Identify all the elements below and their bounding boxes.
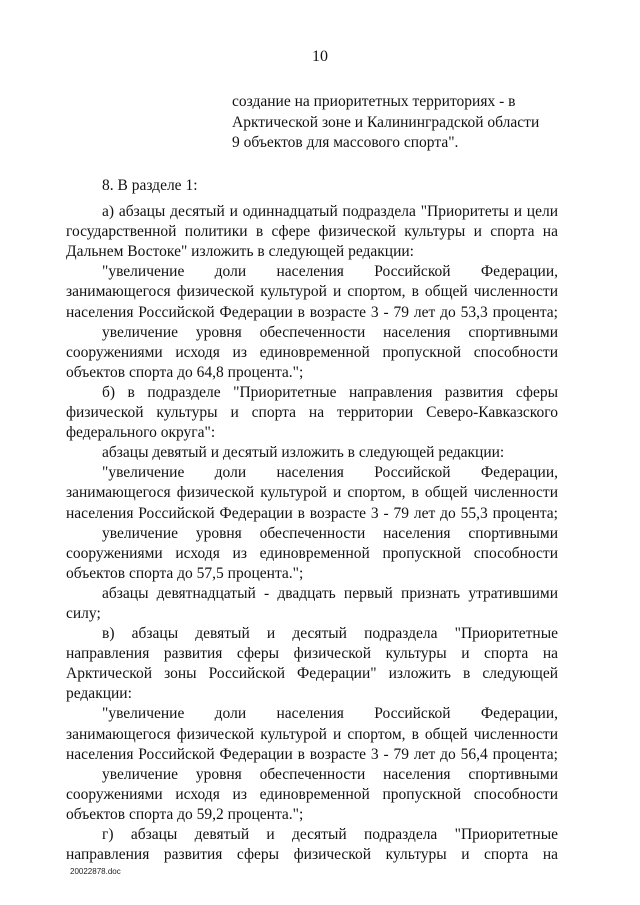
text-line: объектов спорта до 57,5 процента."; <box>66 564 304 582</box>
text-line: направления развития сферы физической культуры и спорта на <box>66 846 558 864</box>
text-line: "увеличение доли населения Российской Федерации, <box>102 263 558 281</box>
text-line: сооружениями исходя из единовременной пропускной способности <box>66 544 558 562</box>
text-line: сооружениями исходя из единовременной пропускной способности <box>66 785 558 803</box>
text-line: физической культуры и спорта на территории Северо-Кавказского <box>66 404 558 422</box>
text-line: объектов спорта до 59,2 процента."; <box>66 805 304 823</box>
text-line: г) абзацы девятый и десятый подраздела "Приоритетные <box>102 826 558 843</box>
text-line: абзацы девятнадцатый - двадцать первый признать утратившими <box>102 584 558 602</box>
text-line: в) абзацы девятый и десятый подраздела "Приоритетные <box>102 625 558 643</box>
text-line: абзацы девятый и десятый изложить в следующей редакции: <box>102 444 505 462</box>
text-line: увеличение уровня обеспеченности населения спортивными <box>102 524 558 542</box>
page-number: 10 <box>312 48 328 65</box>
text-line: занимающегося физической культурой и спортом, в общей численности <box>66 725 558 743</box>
text-line: государственной политики в сфере физической культуры и спорта на <box>66 223 558 241</box>
text-line: Арктической зоны Российской Федерации" изложить в следующей <box>66 665 558 683</box>
text-line: "увеличение доли населения Российской Федерации, <box>102 705 558 723</box>
text-line: силу; <box>66 604 101 622</box>
text-line: а) абзацы десятый и одиннадцатый подраздела "Приоритеты и цели <box>102 203 558 221</box>
text-line: сооружениями исходя из единовременной пропускной способности <box>66 343 558 361</box>
text-line: занимающегося физической культурой и спортом, в общей численности <box>66 484 558 502</box>
section-heading: 8. В разделе 1: <box>102 177 198 194</box>
quote-block <box>232 92 562 154</box>
text-line: редакции: <box>66 685 132 703</box>
text-line: Дальнем Востоке" изложить в следующей редакции: <box>66 243 414 261</box>
text-line: занимающегося физической культурой и спортом, в общей численности <box>66 283 558 301</box>
document-filename: 20022878.doc <box>70 867 121 876</box>
text-line: объектов спорта до 64,8 процента."; <box>66 363 304 381</box>
text-line: населения Российской Федерации в возрасте 3 - 79 лет до 55,3 процента; <box>66 504 558 522</box>
quote-line: Арктической зоне и Калининградской области <box>232 113 540 131</box>
text-line: увеличение уровня обеспеченности населения спортивными <box>102 323 558 341</box>
text-line: федерального округа": <box>66 424 216 442</box>
quote-line: создание на приоритетных территориях - в <box>232 93 516 110</box>
text-line: б) в подразделе "Приоритетные направления развития сферы <box>102 383 558 401</box>
quote-line: 9 объектов для массового спорта". <box>232 134 459 151</box>
text-line: населения Российской Федерации в возрасте 3 - 79 лет до 56,4 процента; <box>66 745 558 763</box>
text-line: увеличение уровня обеспеченности населения спортивными <box>102 765 558 783</box>
document-body <box>66 176 558 865</box>
text-line: "увеличение доли населения Российской Федерации, <box>102 464 558 482</box>
text-line: направления развития сферы физической культуры и спорта на <box>66 645 558 663</box>
text-line: населения Российской Федерации в возрасте 3 - 79 лет до 53,3 процента; <box>66 303 558 321</box>
